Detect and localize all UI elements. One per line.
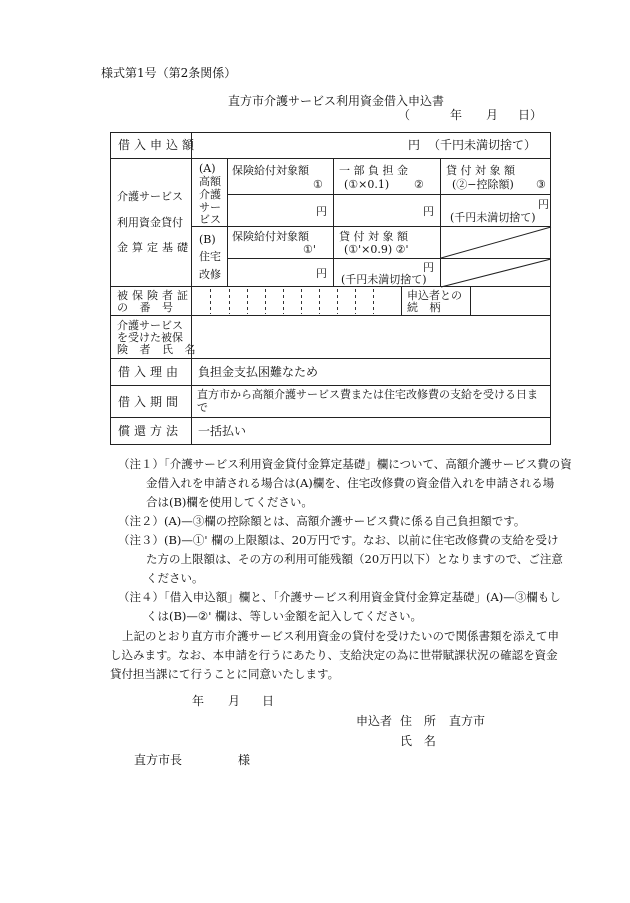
addressee-honorific: 様 [238, 753, 251, 767]
recipient-label-3: 険 者 氏 名 [117, 343, 200, 356]
note-3 [118, 531, 582, 588]
a-col2-unit: 円 [423, 205, 434, 218]
note-4 [118, 588, 582, 626]
a-col2-title: 一 部 負 担 金 [339, 164, 408, 177]
sign-month: 月 [228, 694, 241, 708]
b-col2-title: 貸 付 対 象 額 [339, 230, 408, 243]
a-col1-unit: 円 [316, 205, 327, 218]
note-1-line-c: 合は(B)欄を使用してください。 [146, 495, 313, 509]
note-1-line-b: 金借入れを申請される場合は(A)欄を、住宅改修費の資金借入れを申請される場 [146, 476, 555, 490]
date-open: （ [398, 108, 411, 122]
note-3-line-c: ください。 [146, 571, 204, 585]
repay-label: 償還方法 [118, 424, 183, 438]
a-label-1: (A) [199, 162, 216, 175]
note-3-line-a: （注３）(B)—①' 欄の上限額は、20万円です。なお、以前に住宅改修費の支給を受け [118, 533, 559, 547]
statement-line-1: 上記のとおり直方市介護サービス利用資金の貸付を受けたいので関係書類を添えて申 [122, 629, 559, 643]
b-label-3: 改修 [199, 268, 221, 281]
consent-statement [110, 627, 586, 684]
sign-day: 日 [262, 694, 275, 708]
recipient-label-1: 介護サービス [117, 319, 183, 332]
date-month: 月 [486, 108, 499, 122]
statement-line-2: し込みます。なお、本申請を行うにあたり、支給決定の為に世帯賦課状況の確認を資金 [110, 648, 558, 662]
a-col3-title: 貸 付 対 象 額 [446, 164, 515, 177]
form-number: 様式第1号（第2条関係） [101, 66, 237, 80]
a-col3-sub: (②−控除額) [452, 178, 514, 191]
address-label: 住 所 [400, 714, 440, 728]
calc-label-1: 介護サービス [117, 190, 183, 203]
b-label-1: (B) [199, 233, 216, 246]
repay-value: 一括払い [198, 424, 247, 438]
address-value: 直方市 [449, 714, 486, 728]
insured-no-label-2: の 番 号 [117, 301, 177, 314]
a-label-4: サー [199, 201, 221, 214]
calc-label-3: 金算定基礎 [117, 241, 192, 254]
reason-value: 負担金支払困難なため [198, 365, 319, 379]
b-col1-title: 保険給付対象額 [232, 230, 309, 243]
a-col1-mark: ① [313, 178, 323, 191]
name-label: 氏 名 [400, 734, 440, 748]
a-col3-unit: 円 [538, 198, 549, 211]
loan-amount-note: （千円未満切捨て） [428, 138, 537, 152]
reason-label: 借入理由 [118, 365, 183, 379]
date-day: 日） [518, 108, 543, 122]
statement-line-3: 貸付担当課にて行うことに同意いたします。 [110, 667, 340, 681]
note-1-line-a: （注１）「介護サービス利用資金貸付金算定基礎」欄について、高額介護サービス費の資 [118, 457, 572, 471]
note-2-line-a: （注２）(A)—③欄の控除額とは、高額介護サービス費に係る自己負担額です。 [118, 514, 526, 528]
a-label-3: 介護 [199, 188, 221, 201]
a-col2-sub: (①×0.1) [344, 178, 390, 191]
a-col3-mark: ③ [536, 178, 546, 191]
a-col2-mark: ② [414, 178, 424, 191]
a-col1-title: 保険給付対象額 [232, 164, 309, 177]
recipient-label-2: を受けた被保 [117, 331, 183, 344]
addressee-mayor: 直方市長 [134, 753, 183, 767]
relation-label-1: 申込者との [407, 289, 462, 302]
loan-amount-unit: 円 [408, 138, 421, 152]
calc-label-2: 利用資金貸付 [117, 216, 183, 229]
relation-label-2: 続 柄 [407, 301, 445, 314]
note-4-line-a: （注４）「借入申込額」欄と、「介護サービス利用資金貸付金算定基礎」(A)—③欄もし [118, 590, 561, 604]
a-col3-note: (千円未満切捨て) [450, 211, 536, 224]
a-label-5: ビス [199, 213, 221, 226]
note-2 [118, 512, 582, 531]
a-label-2: 高額 [199, 175, 221, 188]
period-label: 借入期間 [118, 395, 183, 409]
b-col2-sub: (①'×0.9) ②' [344, 243, 409, 256]
note-4-line-b: くは(B)—②' 欄は、等しい金額を記入してください。 [146, 609, 423, 623]
b-col2-note: (千円未満切捨て) [341, 273, 427, 286]
loan-amount-label: 借入申込額 [118, 138, 199, 152]
applicant-label: 申込者 [356, 714, 393, 728]
period-value: 直方市から高額介護サービス費または住宅改修費の支給を受ける日まで [197, 388, 538, 414]
note-3-line-b: た方の上限額は、その方の利用可能残額（20万円以下）となりますので、ご注意 [146, 552, 563, 566]
date-year: 年 [450, 108, 463, 122]
insured-no-label-1: 被保険者証 [117, 289, 192, 302]
b-label-2: 住宅 [199, 250, 221, 263]
b-col2-unit: 円 [423, 261, 434, 274]
b-col1-unit: 円 [316, 267, 327, 280]
sign-year: 年 [192, 694, 205, 708]
form-title: 直方市介護サービス利用資金借入申込書 [228, 94, 445, 108]
note-1 [118, 455, 582, 512]
b-col1-mark: ①' [303, 243, 316, 256]
